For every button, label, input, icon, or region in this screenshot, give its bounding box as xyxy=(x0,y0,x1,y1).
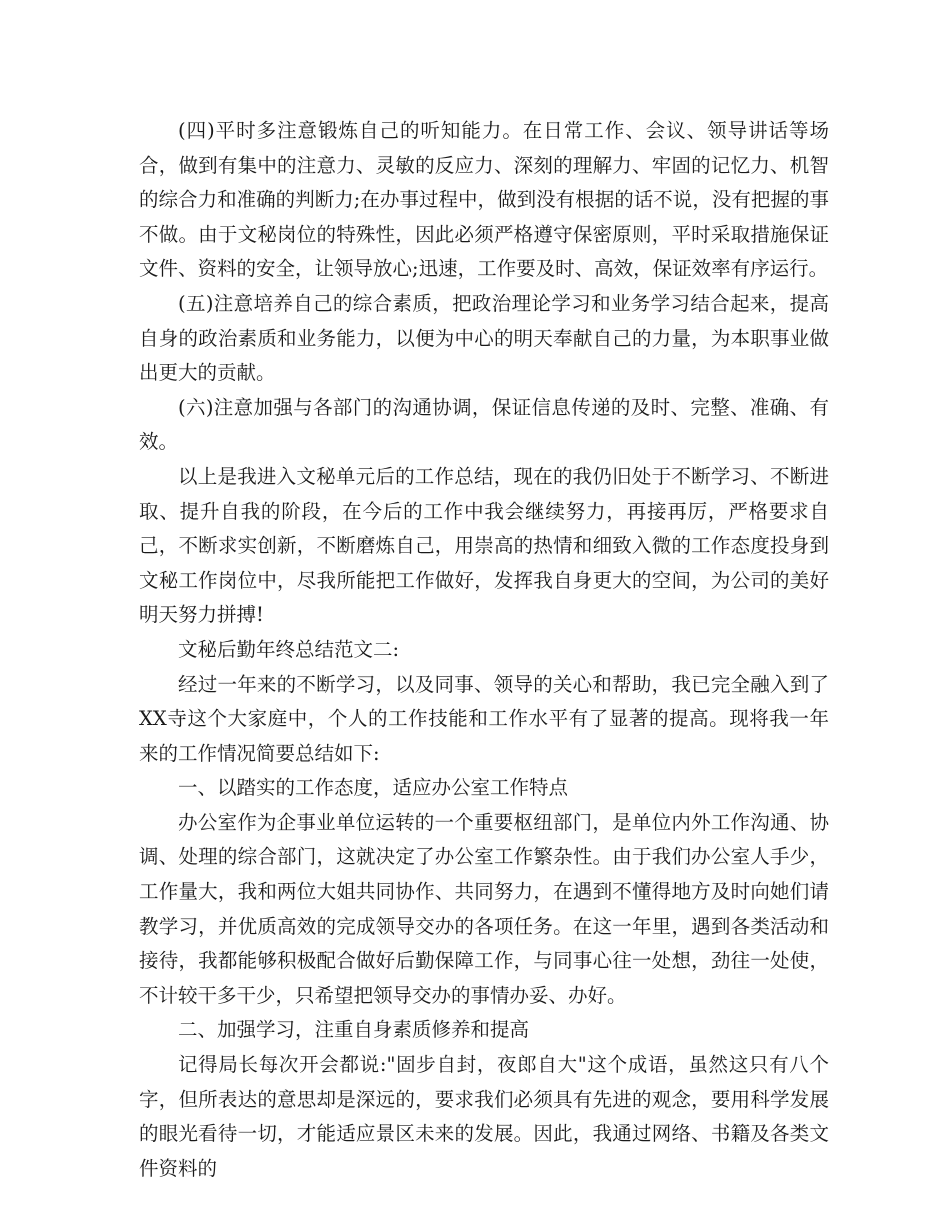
document-body xyxy=(139,114,829,1186)
paragraph-5: (五)注意培养自己的综合素质，把政治理论学习和业务学习结合起来，提高自身的政治素质和业务能力，以便为中心的明天奉献自己的力量，为本职事业做出更大的贡献。 xyxy=(139,291,829,385)
heading-two: 二、加强学习，注重自身素质修养和提高 xyxy=(178,1018,530,1042)
paragraph-6: (六)注意加强与各部门的沟通协调，保证信息传递的及时、完整、准确、有效。 xyxy=(139,395,829,454)
heading-one: 一、以踏实的工作态度，适应办公室工作特点 xyxy=(178,776,569,800)
paragraph-intro: 经过一年来的不断学习，以及同事、领导的关心和帮助，我已完全融入到了XX寺这个大家庭中，个人的工作技能和工作水平有了显著的提高。现将我一年来的工作情况简要总结如下: xyxy=(139,672,829,765)
paragraph-office: 办公室作为企事业单位运转的一个重要枢纽部门，是单位内外工作沟通、协调、处理的综合部门，这就决定了办公室工作繁杂性。由于我们办公室人手少，工作量大，我和两位大姐共同协作、共同努力，在遇到不懂得地方及时向她们请教学习，并优质高效的完成领导交办的各项任务。在这一年里，遇到各类活动和接待，我都能够积极配合做好后勤保障工作，与同事心往一处想，劲往一处使，不计较干多干少，只希望把领导交办的事情办妥、办好。 xyxy=(139,810,829,1007)
section-heading-sample-two: 文秘后勤年终总结范文二: xyxy=(178,637,400,661)
paragraph-summary: 以上是我进入文秘单元后的工作总结，现在的我仍旧处于不断学习、不断进取、提升自我的阶段，在今后的工作中我会继续努力，再接再厉，严格要求自己，不断求实创新，不断磨炼自己，用崇高的热情和细致入微的工作态度投身到文秘工作岗位中，尽我所能把工作做好，发挥我自身更大的空间，为公司的美好明天努力拼搏! xyxy=(139,464,829,627)
paragraph-4: (四)平时多注意锻炼自己的听知能力。在日常工作、会议、领导讲话等场合，做到有集中的注意力、灵敏的反应力、深刻的理解力、牢固的记忆力、机智的综合力和准确的判断力;在办事过程中，做到没有根据的话不说，没有把握的事不做。由于文秘岗位的特殊性，因此必须严格遵守保密原则，平时采取措施保证文件、资料的安全，让领导放心;迅速，工作要及时、高效，保证效率有序运行。 xyxy=(139,119,829,281)
paragraph-study: 记得局长每次开会都说:"固步自封，夜郎自大"这个成语，虽然这只有八个字，但所表达的意思却是深远的，要求我们必须具有先进的观念，要用科学发展的眼光看待一切，才能适应景区未来的发展。因此，我通过网络、书籍及各类文件资料的 xyxy=(139,1053,829,1180)
